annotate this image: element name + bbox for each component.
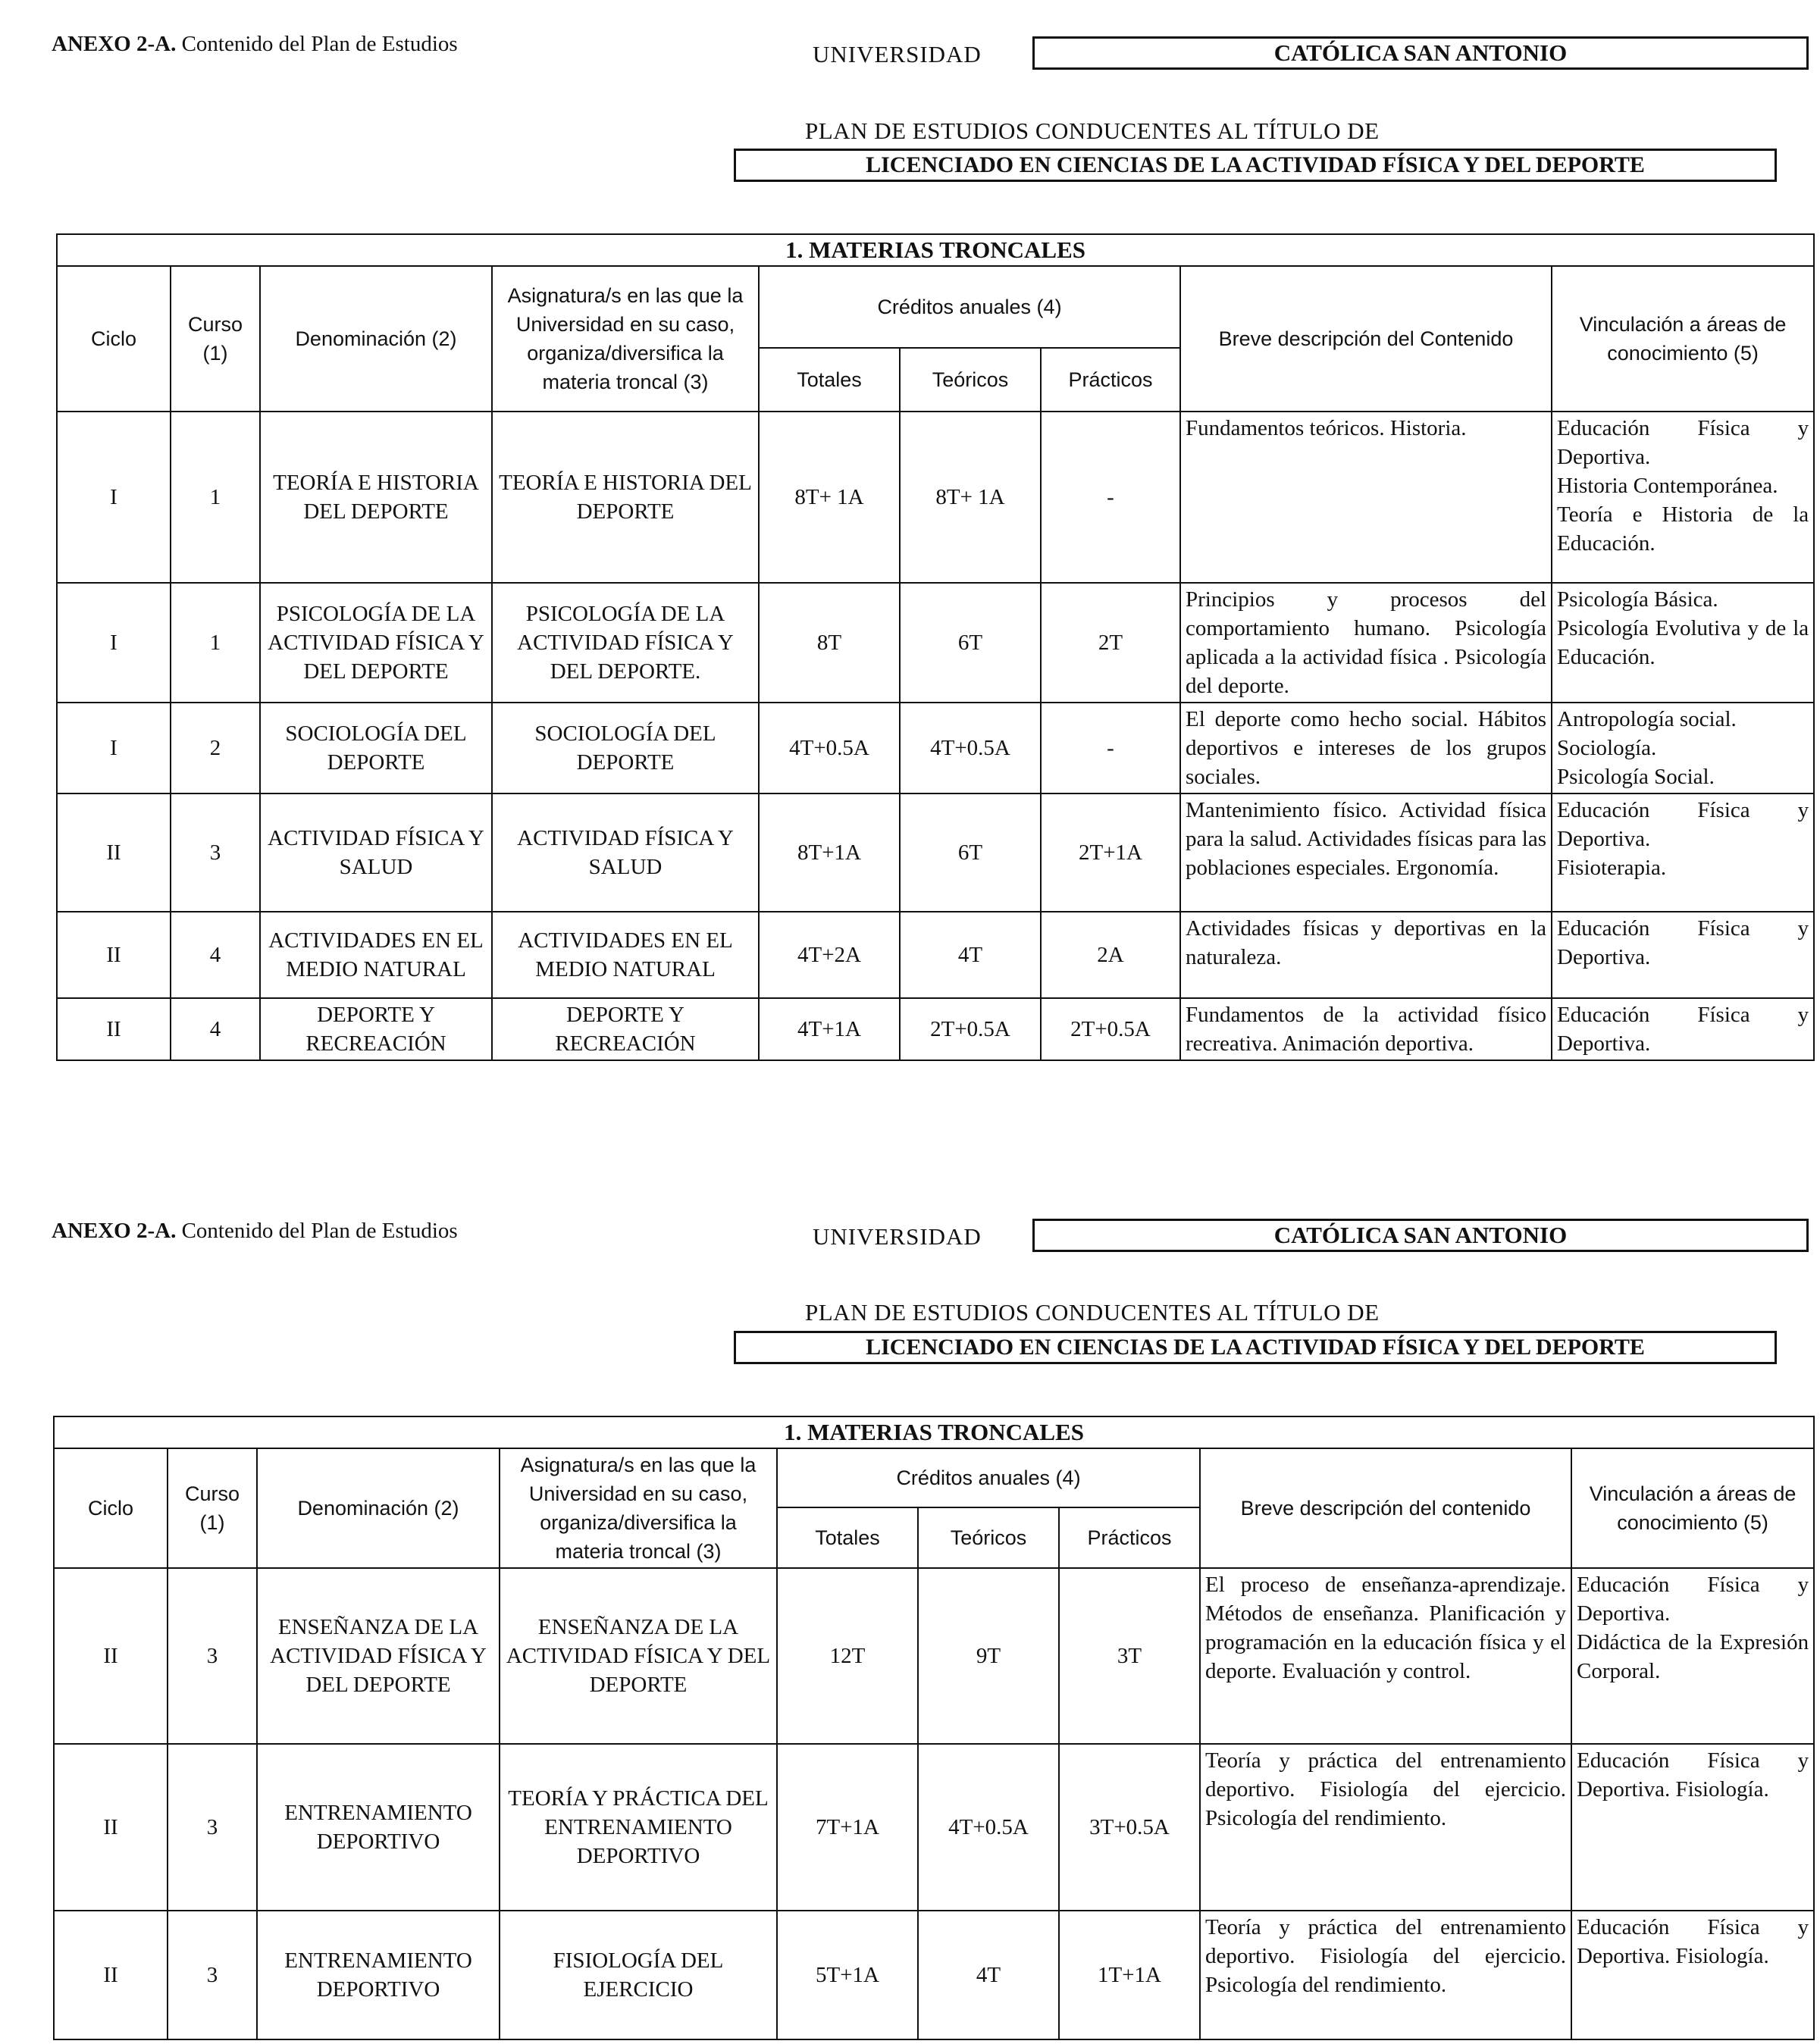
cell-practicos: 2T+0.5A [1041,998,1180,1060]
vinculacion-item: Psicología Social. [1557,765,1715,789]
cell-practicos: - [1041,412,1180,583]
header-asignatura: Asignatura/s en las que la Universidad en su caso, organiza/diversifica la materia troncal (3) [492,266,759,412]
cell-curso: 3 [168,1568,257,1744]
cell-denominacion: ENTRENAMIENTO DEPORTIVO [257,1911,500,2039]
header-teoricos: Teóricos [900,348,1041,412]
vinculacion-item: Educación Física y Deportiva. [1557,1003,1809,1056]
cell-practicos: 2A [1041,912,1180,998]
cell-curso: 3 [168,1911,257,2039]
cell-curso: 1 [171,583,260,703]
header-ciclo: Ciclo [54,1448,168,1568]
header-creditos: Créditos anuales (4) [777,1448,1200,1507]
table-row [57,703,1814,793]
cell-totales: 4T+1A [759,998,900,1060]
university-name: CATÓLICA SAN ANTONIO [1032,36,1809,70]
header-descripcion: Breve descripción del contenido [1200,1448,1571,1568]
cell-descripcion: El deporte como hecho social. Hábitos deportivos e intereses de los grupos sociales. [1180,703,1552,793]
table-row [57,912,1814,998]
cell-denominacion: ACTIVIDADES EN EL MEDIO NATURAL [260,912,492,998]
cell-asignatura: ACTIVIDAD FÍSICA Y SALUD [492,793,759,912]
header-creditos: Créditos anuales (4) [759,266,1180,348]
cell-teoricos: 4T+0.5A [918,1744,1059,1911]
cell-vinculacion [1552,703,1814,793]
cell-descripcion: Mantenimiento físico. Actividad física para la salud. Actividades físicas para las poblaciones especiales. Ergonomía. [1180,793,1552,912]
cell-teoricos: 4T [900,912,1041,998]
table-row [57,998,1814,1060]
header-asignatura: Asignatura/s en las que la Universidad en su caso, organiza/diversifica la materia troncal (3) [500,1448,777,1568]
plan-label: PLAN DE ESTUDIOS CONDUCENTES AL TÍTULO DE [805,1299,1380,1326]
cell-descripcion: Teoría y práctica del entrenamiento deportivo. Fisiología del ejercicio. Psicología del rendimiento. [1200,1744,1571,1911]
table-row [57,793,1814,912]
cell-ciclo: II [54,1568,168,1744]
table-row [57,583,1814,703]
table-row [54,1911,1814,2039]
vinculacion-item: Educación Física y Deportiva. [1557,798,1809,851]
table-row [57,412,1814,583]
cell-ciclo: I [57,703,171,793]
cell-practicos: 2T [1041,583,1180,703]
vinculacion-item: Educación Física y Deportiva. [1557,916,1809,969]
header-totales: Totales [759,348,900,412]
cell-asignatura: DEPORTE Y RECREACIÓN [492,998,759,1060]
university-label: UNIVERSIDAD [813,1223,982,1250]
header-descripcion: Breve descripción del Contenido [1180,266,1552,412]
page-2 [0,1179,1820,2044]
cell-practicos: 1T+1A [1059,1911,1200,2039]
cell-curso: 4 [171,912,260,998]
vinculacion-item: Didáctica de la Expresión Corporal. [1577,1630,1809,1683]
annex-heading: ANEXO 2-A. Contenido del Plan de Estudios [52,32,458,56]
cell-asignatura: ACTIVIDADES EN EL MEDIO NATURAL [492,912,759,998]
vinculacion-item: Psicología Evolutiva y de la Educación. [1557,616,1809,669]
materias-troncales-table [56,233,1815,1061]
university-label: UNIVERSIDAD [813,41,982,67]
header-denominacion: Denominación (2) [260,266,492,412]
cell-vinculacion [1552,583,1814,703]
cell-ciclo: II [57,912,171,998]
cell-denominacion: ENTRENAMIENTO DEPORTIVO [257,1744,500,1911]
cell-ciclo: II [57,998,171,1060]
cell-practicos: - [1041,703,1180,793]
degree-title: LICENCIADO EN CIENCIAS DE LA ACTIVIDAD FÍSICA Y DEL DEPORTE [734,149,1777,182]
section-title: 1. MATERIAS TRONCALES [57,234,1814,266]
header-curso: Curso (1) [168,1448,257,1568]
cell-practicos: 3T [1059,1568,1200,1744]
cell-totales: 8T [759,583,900,703]
cell-descripcion: Actividades físicas y deportivas en la naturaleza. [1180,912,1552,998]
cell-teoricos: 6T [900,583,1041,703]
cell-ciclo: I [57,412,171,583]
vinculacion-item: Historia Contemporánea. [1557,474,1778,498]
cell-descripcion: El proceso de enseñanza-aprendizaje. Métodos de enseñanza. Planificación y programación en la educación física y el deporte. Evaluación y control. [1200,1568,1571,1744]
header-denominacion: Denominación (2) [257,1448,500,1568]
cell-teoricos: 9T [918,1568,1059,1744]
cell-asignatura: TEORÍA Y PRÁCTICA DEL ENTRENAMIENTO DEPORTIVO [500,1744,777,1911]
cell-curso: 1 [171,412,260,583]
header-practicos: Prácticos [1041,348,1180,412]
cell-ciclo: II [54,1911,168,2039]
cell-vinculacion [1552,998,1814,1060]
cell-teoricos: 6T [900,793,1041,912]
vinculacion-item: Teoría e Historia de la Educación. [1557,502,1809,556]
cell-denominacion: ACTIVIDAD FÍSICA Y SALUD [260,793,492,912]
cell-asignatura: FISIOLOGÍA DEL EJERCICIO [500,1911,777,2039]
header-vinculacion: Vinculación a áreas de conocimiento (5) [1552,266,1814,412]
cell-asignatura: TEORÍA E HISTORIA DEL DEPORTE [492,412,759,583]
cell-ciclo: II [54,1744,168,1911]
vinculacion-item: Fisioterapia. [1557,856,1667,880]
cell-practicos: 3T+0.5A [1059,1744,1200,1911]
section-title: 1. MATERIAS TRONCALES [54,1416,1814,1448]
university-name: CATÓLICA SAN ANTONIO [1032,1219,1809,1252]
cell-curso: 4 [171,998,260,1060]
materias-troncales-table [53,1416,1815,2040]
cell-vinculacion [1552,912,1814,998]
cell-denominacion: SOCIOLOGÍA DEL DEPORTE [260,703,492,793]
cell-descripcion: Fundamentos teóricos. Historia. [1180,412,1552,583]
cell-totales: 5T+1A [777,1911,918,2039]
cell-denominacion: ENSEÑANZA DE LA ACTIVIDAD FÍSICA Y DEL DEPORTE [257,1568,500,1744]
header-vinculacion: Vinculación a áreas de conocimiento (5) [1571,1448,1814,1568]
cell-descripcion: Teoría y práctica del entrenamiento deportivo. Fisiología del ejercicio. Psicología del rendimiento. [1200,1911,1571,2039]
cell-vinculacion [1571,1911,1814,2039]
header-totales: Totales [777,1507,918,1568]
cell-totales: 4T+2A [759,912,900,998]
cell-vinculacion [1552,412,1814,583]
cell-asignatura: ENSEÑANZA DE LA ACTIVIDAD FÍSICA Y DEL DEPORTE [500,1568,777,1744]
vinculacion-item: Educación Física y Deportiva. Fisiología. [1577,1748,1809,1801]
cell-asignatura: PSICOLOGÍA DE LA ACTIVIDAD FÍSICA Y DEL DEPORTE. [492,583,759,703]
vinculacion-item: Antropología social. [1557,707,1737,731]
cell-teoricos: 4T+0.5A [900,703,1041,793]
cell-teoricos: 4T [918,1911,1059,2039]
cell-totales: 7T+1A [777,1744,918,1911]
cell-curso: 3 [168,1744,257,1911]
cell-totales: 4T+0.5A [759,703,900,793]
cell-descripcion: Fundamentos de la actividad físico recreativa. Animación deportiva. [1180,998,1552,1060]
vinculacion-item: Educación Física y Deportiva. [1577,1573,1809,1626]
cell-curso: 3 [171,793,260,912]
vinculacion-item: Sociología. [1557,736,1657,760]
cell-denominacion: PSICOLOGÍA DE LA ACTIVIDAD FÍSICA Y DEL DEPORTE [260,583,492,703]
cell-vinculacion [1571,1568,1814,1744]
vinculacion-item: Educación Física y Deportiva. [1557,416,1809,469]
cell-vinculacion [1571,1744,1814,1911]
header-teoricos: Teóricos [918,1507,1059,1568]
cell-ciclo: II [57,793,171,912]
annex-heading: ANEXO 2-A. Contenido del Plan de Estudios [52,1219,458,1243]
cell-denominacion: DEPORTE Y RECREACIÓN [260,998,492,1060]
table-row [54,1568,1814,1744]
cell-totales: 8T+ 1A [759,412,900,583]
cell-totales: 8T+1A [759,793,900,912]
vinculacion-item: Psicología Básica. [1557,587,1718,612]
cell-practicos: 2T+1A [1041,793,1180,912]
header-practicos: Prácticos [1059,1507,1200,1568]
plan-label: PLAN DE ESTUDIOS CONDUCENTES AL TÍTULO DE [805,117,1380,144]
table-row [54,1744,1814,1911]
cell-denominacion: TEORÍA E HISTORIA DEL DEPORTE [260,412,492,583]
cell-teoricos: 2T+0.5A [900,998,1041,1060]
header-ciclo: Ciclo [57,266,171,412]
cell-ciclo: I [57,583,171,703]
cell-totales: 12T [777,1568,918,1744]
header-curso: Curso (1) [171,266,260,412]
cell-curso: 2 [171,703,260,793]
cell-asignatura: SOCIOLOGÍA DEL DEPORTE [492,703,759,793]
vinculacion-item: Educación Física y Deportiva. Fisiología. [1577,1915,1809,1968]
degree-title: LICENCIADO EN CIENCIAS DE LA ACTIVIDAD FÍSICA Y DEL DEPORTE [734,1331,1777,1364]
cell-teoricos: 8T+ 1A [900,412,1041,583]
cell-vinculacion [1552,793,1814,912]
cell-descripcion: Principios y procesos del comportamiento humano. Psicología aplicada a la actividad física . Psicología del deporte. [1180,583,1552,703]
